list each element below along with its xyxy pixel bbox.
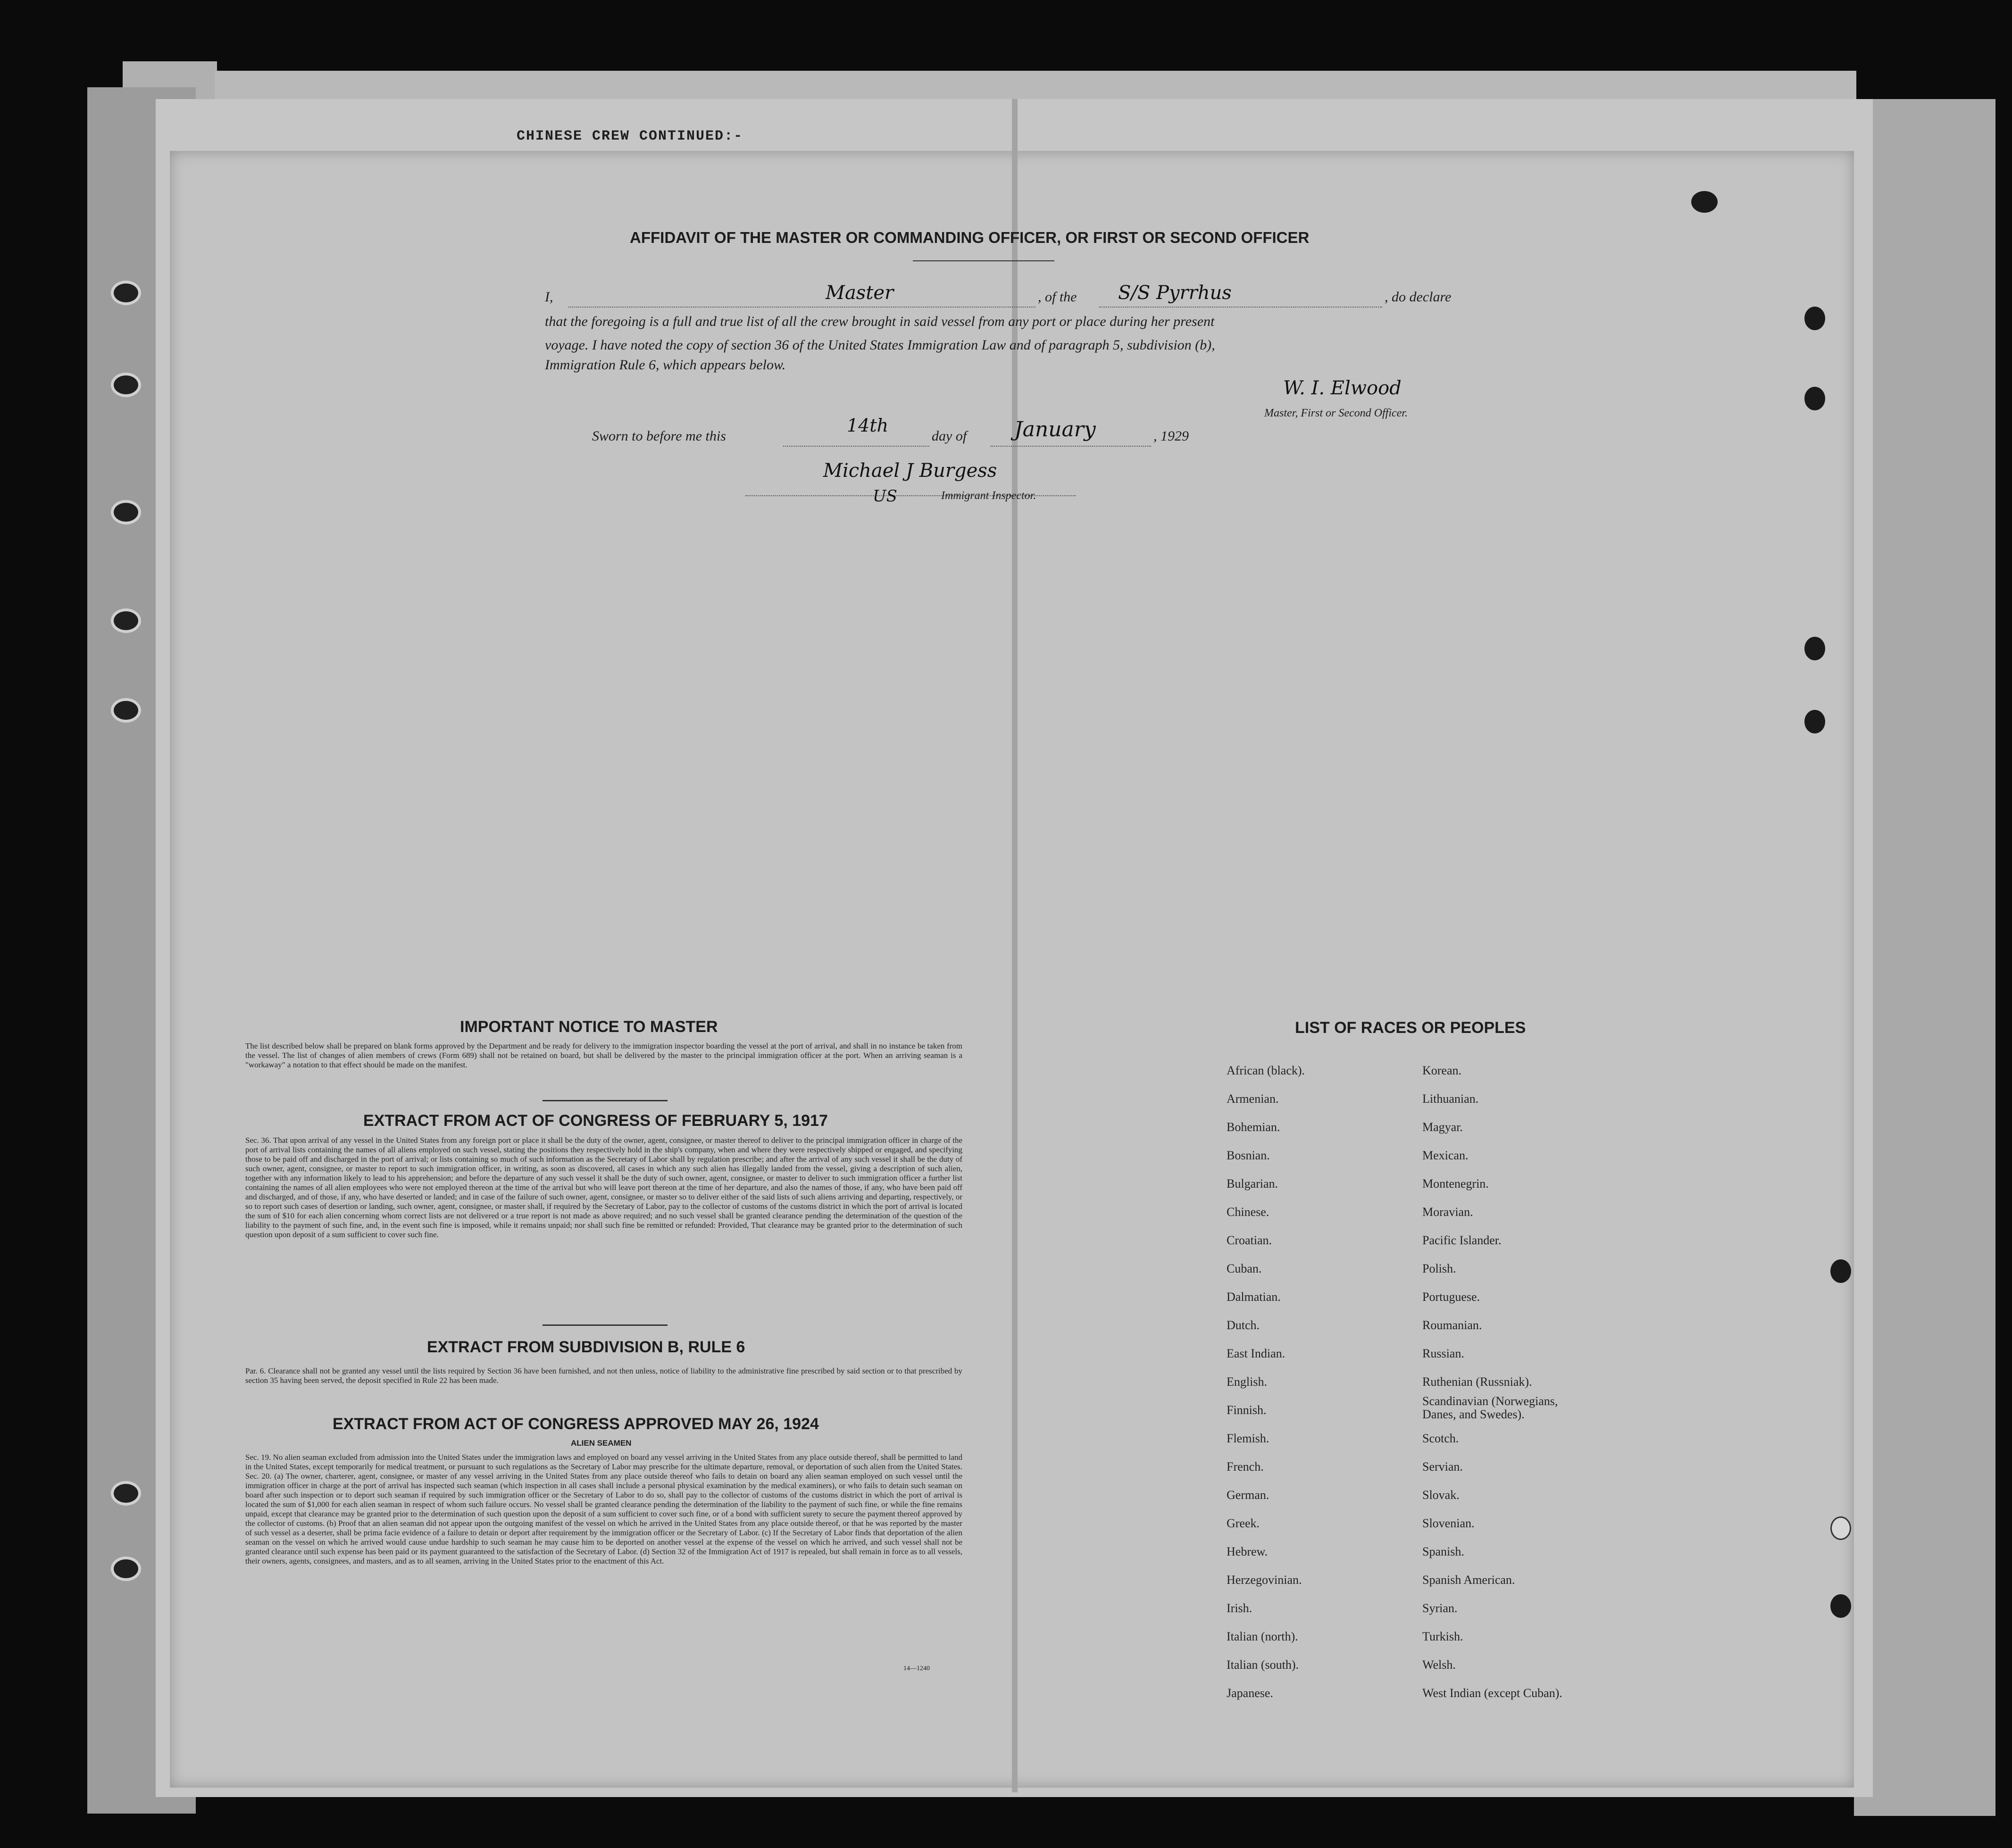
behind-page-header: CHINESE CREW CONTINUED:- xyxy=(517,128,743,144)
races-title: LIST OF RACES OR PEOPLES xyxy=(1295,1019,1526,1037)
race-list-item: Spanish. xyxy=(1422,1545,1464,1558)
alien-seamen-subtitle: ALIEN SEAMEN xyxy=(571,1439,632,1448)
binder-ring-icon xyxy=(111,608,141,633)
declaration-line3: voyage. I have noted the copy of section 36 of the United States Immigration Law and of paragraph 5, subdivision (b), xyxy=(545,337,1215,353)
race-list-item: Flemish. xyxy=(1227,1432,1269,1445)
sworn-day-value: 14th xyxy=(847,415,889,436)
inspector-signature: Michael J Burgess xyxy=(823,460,997,482)
day-of-label: day of xyxy=(932,428,967,444)
extract-rule6-body: Par. 6. Clearance shall not be granted any vessel until the lists required by Section 36 have been furnished, and not then unless, notice of liability to the administrative fine prescribed by said section or to that prescribed by section 35 having been served, the deposit specified in Rule 22 has been made. xyxy=(245,1366,962,1385)
race-list-item: Welsh. xyxy=(1422,1658,1456,1672)
race-list-item: Italian (north). xyxy=(1227,1630,1298,1643)
race-list-item: Moravian. xyxy=(1422,1205,1473,1219)
race-list-item: Mexican. xyxy=(1422,1149,1469,1162)
race-list-item: Cuban. xyxy=(1227,1262,1262,1275)
race-list-item: African (black). xyxy=(1227,1064,1305,1077)
declare-label: , do declare xyxy=(1385,289,1452,305)
race-list-item: Bohemian. xyxy=(1227,1120,1280,1134)
declaration-line2: that the foregoing is a full and true list of all the crew brought in said vessel from any port or place during her present xyxy=(545,314,1215,329)
declaration-prefix: I, xyxy=(545,289,553,305)
race-list-item: Russian. xyxy=(1422,1347,1464,1360)
section-rule xyxy=(543,1100,668,1101)
extract-1924-body: Sec. 19. No alien seaman excluded from admission into the United States under the immigration laws and employed on board any vessel arriving in the United States from any place outside thereof, shall be permitted to land in the United States, except temporarily for medical treatment, or pursuant to such regulations as the Secretary of Labor may prescribe for the ultimate departure, removal, or deportation of such alien from the United States. Sec. 20. (a) The owner, charterer, agent, consignee, or master of any vessel arriving in the United States from any place outside thereof who fails to detain on board any alien seaman employed on such vessel until the immigration officer in charge at the port of arrival has inspected such seaman (which inspection in all cases shall include a personal physical examination by the medical examiners), or who fails to detain such seaman on board after such inspection or to deport such seaman if required by such immigration officer or the Secretary of Labor to do so, shall pay to the collector of customs of the customs district in which the port of arrival is located the sum of $1,000 for each alien seaman in respect of whom such failure occurs. No vessel shall be granted clearance pending the determination of the liability to the payment of such fine, or while the fine remains unpaid, except that clearance may be granted prior to the determination of such question upon the deposit of a sum sufficient to cover such fine, or of a bond with sufficient surety to secure the payment thereof approved by the collector of customs. (b) Proof that an alien seaman did not appear upon the outgoing manifest of the vessel on which he arrived in the United States from any place outside thereof, or that he was reported by the master of such vessel as a deserter, shall be prima facie evidence of a failure to detain or deport after requirement by the immigration officer or the Secretary of Labor. (c) If the Secretary of Labor finds that deportation of the alien seaman on the vessel on which he arrived would cause undue hardship to such seaman he may cause him to be deported on another vessel at the expense of the vessel on which he arrived, and such vessel shall not be granted clearance until such expense has been paid or its payment guaranteed to the satisfaction of the Secretary of Labor. (d) Section 32 of the Immigration Act of 1917 is repealed, but shall remain in force as to all vessels, their owners, agents, consignees, and masters, and as to all seamen, arriving in the United States prior to the enactment of this Act. xyxy=(245,1453,962,1565)
punch-hole-icon xyxy=(1804,710,1825,733)
inspector-us-mark: US xyxy=(873,487,897,506)
race-list-item: Greek. xyxy=(1227,1516,1260,1530)
race-list-item: Pacific Islander. xyxy=(1422,1233,1502,1247)
race-list-item: East Indian. xyxy=(1227,1347,1286,1360)
extract-1924-title: EXTRACT FROM ACT OF CONGRESS APPROVED MAY 26, 1924 xyxy=(333,1415,819,1433)
punch-hole-icon xyxy=(1804,387,1825,410)
extract-rule6-title: EXTRACT FROM SUBDIVISION B, RULE 6 xyxy=(427,1338,745,1356)
race-list-item: English. xyxy=(1227,1375,1267,1389)
notice-title: IMPORTANT NOTICE TO MASTER xyxy=(460,1018,718,1036)
sworn-year: , 1929 xyxy=(1153,428,1189,444)
title-rule xyxy=(913,260,1054,261)
race-list-item: Chinese. xyxy=(1227,1205,1269,1219)
race-list-item: Slovak. xyxy=(1422,1488,1460,1502)
master-signature-caption: Master, First or Second Officer. xyxy=(1264,407,1408,419)
race-list-item: German. xyxy=(1227,1488,1269,1502)
extract-1917-title: EXTRACT FROM ACT OF CONGRESS OF FEBRUARY 5, 1917 xyxy=(363,1112,828,1130)
punch-hole-icon xyxy=(1830,1594,1851,1618)
race-list-item: Ruthenian (Russniak). xyxy=(1422,1375,1532,1389)
binder-ring-icon xyxy=(111,1557,141,1581)
race-list-item: Roumanian. xyxy=(1422,1318,1482,1332)
of-the-label: , of the xyxy=(1038,289,1077,305)
binder-ring-icon xyxy=(111,373,141,397)
affidavit-title: AFFIDAVIT OF THE MASTER OR COMMANDING OFFICER, OR FIRST OR SECOND OFFICER xyxy=(630,229,1310,246)
race-list-item: Croatian. xyxy=(1227,1233,1272,1247)
punch-hole-icon xyxy=(1804,637,1825,660)
race-list-item: Spanish American. xyxy=(1422,1573,1515,1587)
punch-hole-icon xyxy=(1830,1259,1851,1283)
race-list-item: West Indian (except Cuban). xyxy=(1422,1686,1562,1700)
officer-title-value: Master xyxy=(826,282,894,304)
race-list-item: Scandinavian (Norwegians, Danes, and Swedes). xyxy=(1422,1394,1558,1421)
race-list-item: Polish. xyxy=(1422,1262,1456,1275)
race-list-item: Hebrew. xyxy=(1227,1545,1268,1558)
race-list-item: Bosnian. xyxy=(1227,1149,1270,1162)
form-number: 14—1240 xyxy=(903,1665,930,1672)
notice-body: The list described below shall be prepared on blank forms approved by the Department and be ready for delivery to the immigration inspector boarding the vessel at the port of arrival, and shall in no instance be taken from the vessel. The list of changes of alien members of crews (Form 689) shall not be retained on board, but shall be delivered by the master to the principal immigration officer at the port. When an arriving seaman is a "workaway" a notation to that effect should be made on the manifest. xyxy=(245,1041,962,1069)
binder-ring-icon xyxy=(111,1481,141,1506)
section-rule xyxy=(543,1324,668,1326)
race-list-item: Scotch. xyxy=(1422,1432,1459,1445)
sworn-month-field xyxy=(991,446,1151,447)
race-list-item: Montenegrin. xyxy=(1422,1177,1489,1190)
race-list-item: Syrian. xyxy=(1422,1601,1458,1615)
race-list-item: Korean. xyxy=(1422,1064,1462,1077)
vessel-name-field xyxy=(1099,307,1382,308)
race-list-item: Magyar. xyxy=(1422,1120,1463,1134)
extract-1917-body: Sec. 36. That upon arrival of any vessel in the United States from any foreign port or place it shall be the duty of the owner, agent, consignee, or master thereof to deliver to the principal immigration officer in charge of the port of arrival lists containing the names of all aliens employed on such vessel, stating the positions they respectively hold in the ship's company, when and where they were respectively shipped or engaged, and specifying those to be paid off and discharged in the port of arrival; or lists containing so much of such information as the Secretary of Labor shall by regulation prescribe; and after the arrival of any such vessel it shall be the duty of such owner, agent, consignee, or master to report to such immigration officer, in writing, as soon as discovered, all cases in which any such alien has illegally landed from the vessel, giving a description of such alien, together with any information likely to lead to his apprehension; and before the departure of any such vessel it shall be the duty of such owner, agent, consignee, or master to deliver to such immigration officer a further list containing the names of all alien employees who were not employed thereon at the time of the arrival but who will leave port thereon at the time of her departure, and also the names of those, if any, who have been paid off and discharged, and of those, if any, who have deserted or landed; and in case of the failure of such owner, agent, consignee, or master so to deliver either of the said lists of such aliens arriving and departing, respectively, or so to report such cases of desertion or landing, such owner, agent, consignee, or master shall, if required by the Secretary of Labor, pay to the collector of customs of the customs district in which the port of arrival is located the sum of $10 for each alien concerning whom correct lists are not delivered or a true report is not made as above required; and no such vessel shall be granted clearance pending the determination of the question of the liability to the payment of such fine, and, in the event such fine is imposed, while it remains unpaid; nor shall such fine be remitted or refunded: Provided, That clearance may be granted prior to the determination of such question upon deposit of a sum sufficient to cover such fine. xyxy=(245,1136,962,1239)
race-list-item: Portuguese. xyxy=(1422,1290,1480,1304)
race-list-item: Italian (south). xyxy=(1227,1658,1299,1672)
binder-ring-icon xyxy=(111,281,141,305)
sworn-prefix: Sworn to before me this xyxy=(592,428,726,444)
race-list-item: Lithuanian. xyxy=(1422,1092,1479,1106)
race-list-item: Turkish. xyxy=(1422,1630,1463,1643)
race-list-item: Japanese. xyxy=(1227,1686,1273,1700)
race-list-item: Finnish. xyxy=(1227,1403,1267,1417)
race-list-item: Servian. xyxy=(1422,1460,1463,1473)
race-list-item: Bulgarian. xyxy=(1227,1177,1278,1190)
binder-ring-icon xyxy=(111,698,141,723)
punch-hole-icon xyxy=(1830,1516,1851,1540)
officer-title-field xyxy=(568,307,1035,308)
master-signature: W. I. Elwood xyxy=(1283,377,1402,399)
race-list-item: Slovenian. xyxy=(1422,1516,1475,1530)
race-list-item: Herzegovinian. xyxy=(1227,1573,1302,1587)
vessel-name-value: S/S Pyrrhus xyxy=(1118,282,1232,304)
sworn-month-value: January xyxy=(1014,417,1096,441)
declaration-line4: Immigration Rule 6, which appears below. xyxy=(545,357,786,373)
binder-ring-icon xyxy=(111,500,141,524)
race-list-item: Armenian. xyxy=(1227,1092,1279,1106)
sworn-day-field xyxy=(783,446,929,447)
punch-hole-icon xyxy=(1804,307,1825,330)
back-page-right xyxy=(1854,99,1995,1816)
punch-hole-icon xyxy=(1691,191,1718,213)
race-list-item: Dalmatian. xyxy=(1227,1290,1281,1304)
race-list-item: Dutch. xyxy=(1227,1318,1260,1332)
race-list-item: Irish. xyxy=(1227,1601,1252,1615)
inspector-caption: Immigrant Inspector. xyxy=(941,490,1036,502)
race-list-item: French. xyxy=(1227,1460,1264,1473)
